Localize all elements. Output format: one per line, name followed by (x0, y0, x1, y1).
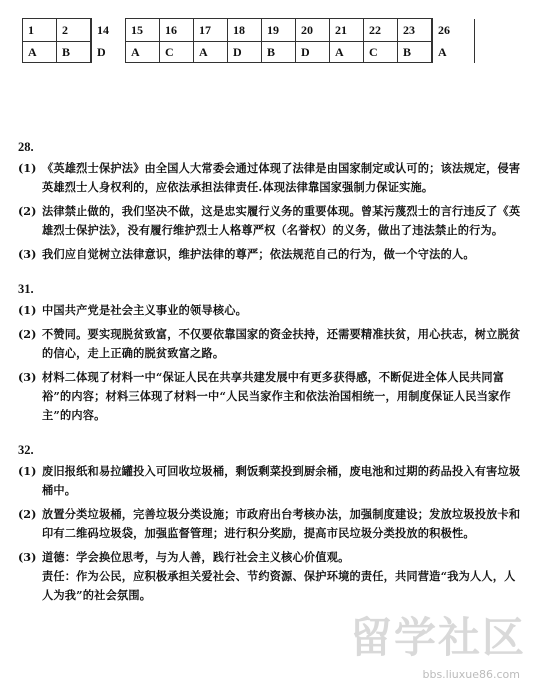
question-32 (18, 441, 523, 605)
item-text: 我们应自觉树立法律意识，维护法律的尊严；依法规范自己的行为，做一个守法的人。 (42, 247, 475, 261)
answer-item (18, 548, 523, 605)
answer-item (18, 505, 523, 543)
item-number: (2) (18, 204, 37, 218)
q-number-cell: 26 (432, 19, 475, 42)
answer-cell: A (432, 42, 475, 63)
answer-table-answer-row (23, 42, 475, 63)
item-text: 中国共产党是社会主义事业的领导核心。 (42, 303, 247, 317)
answer-cell: D (228, 42, 262, 63)
q-number-cell: 23 (398, 19, 433, 42)
q-number-cell: 14 (91, 19, 126, 42)
item-text: 道德：学会换位思考，与为人善，践行社会主义核心价值观。 (42, 550, 350, 564)
answer-cell: B (262, 42, 296, 63)
answer-cell: C (160, 42, 194, 63)
answer-cell: D (296, 42, 330, 63)
item-text: 不赞同。要实现脱贫致富，不仅要依靠国家的资金扶持，还需要精准扶贫，用心扶志，树立脱贫的信心，走上正确的脱贫致富之路。 (42, 327, 521, 360)
answer-cell: A (126, 42, 160, 63)
question-number: 28. (18, 140, 34, 154)
watermark-url: bbs.liuxue86.com (422, 668, 520, 681)
q-number-cell: 22 (364, 19, 398, 42)
item-number: (2) (18, 327, 37, 341)
answer-item (18, 325, 523, 363)
item-text: 材料二体现了材料一中“保证人民在共享共建发展中有更多获得感，不断促进全体人民共同富裕”的内容；材料三体现了材料一中“人民当家作主和依法治国相统一，用制度保证人民当家作主”的内容。 (42, 370, 511, 422)
item-text: 废旧报纸和易拉罐投入可回收垃圾桶，剩饭剩菜投到厨余桶，废电池和过期的药品投入有害垃圾桶中。 (42, 464, 521, 497)
item-number: (3) (18, 550, 37, 564)
q-number-cell: 16 (160, 19, 194, 42)
item-number: (2) (18, 507, 37, 521)
question-31 (18, 280, 523, 425)
answer-item (18, 368, 523, 425)
item-text-block (42, 548, 523, 605)
q-number-cell: 19 (262, 19, 296, 42)
q-number-cell: 17 (194, 19, 228, 42)
q-number-cell: 20 (296, 19, 330, 42)
item-text: 放置分类垃圾桶，完善垃圾分类设施；市政府出台考核办法，加强制度建设；发放垃圾投放卡和印有二维码垃圾袋，加强监督管理；进行积分奖励，提高市民垃圾分类投放的积极性。 (42, 507, 521, 540)
answer-item (18, 301, 523, 320)
answer-cell: A (330, 42, 364, 63)
q-number-cell: 21 (330, 19, 364, 42)
answer-content (18, 138, 523, 610)
answer-item (18, 245, 523, 264)
answer-cell: C (364, 42, 398, 63)
item-text: 责任：作为公民，应积极承担关爱社会、节约资源、保护环境的责任，共同营造“我为人人，人人为我”的社会氛围。 (42, 569, 516, 602)
answer-item (18, 202, 523, 240)
answer-cell: B (57, 42, 92, 63)
q-number-cell: 1 (23, 19, 57, 42)
answer-item (18, 159, 523, 197)
answer-cell: A (194, 42, 228, 63)
question-28 (18, 138, 523, 264)
q-number-cell: 2 (57, 19, 92, 42)
answer-cell: A (23, 42, 57, 63)
watermark-logo: 留学社区 (349, 613, 526, 662)
question-number: 31. (18, 282, 34, 296)
item-number: (3) (18, 247, 37, 261)
question-number: 32. (18, 443, 34, 457)
item-number: (3) (18, 370, 37, 384)
item-number: (1) (18, 161, 37, 175)
answer-cell: D (91, 42, 126, 63)
answer-cell: B (398, 42, 433, 63)
item-text: 法律禁止做的，我们坚决不做，这是忠实履行义务的重要体现。曾某污蔑烈士的言行违反了《英雄烈士保护法》，没有履行维护烈士人格尊严权（名誉权）的义务，做出了违法禁止的行为。 (42, 204, 521, 237)
item-number: (1) (18, 464, 37, 478)
q-number-cell: 18 (228, 19, 262, 42)
answer-item (18, 462, 523, 500)
item-text: 《英雄烈士保护法》由全国人大常委会通过体现了法律是由国家制定或认可的；该法规定，侵害英雄烈士人身权利的，应依法承担法律责任.体现法律靠国家强制力保证实施。 (42, 161, 521, 194)
item-number: (1) (18, 303, 37, 317)
q-number-cell: 15 (126, 19, 160, 42)
answer-table-header-row (23, 19, 475, 42)
answer-table (22, 18, 475, 63)
